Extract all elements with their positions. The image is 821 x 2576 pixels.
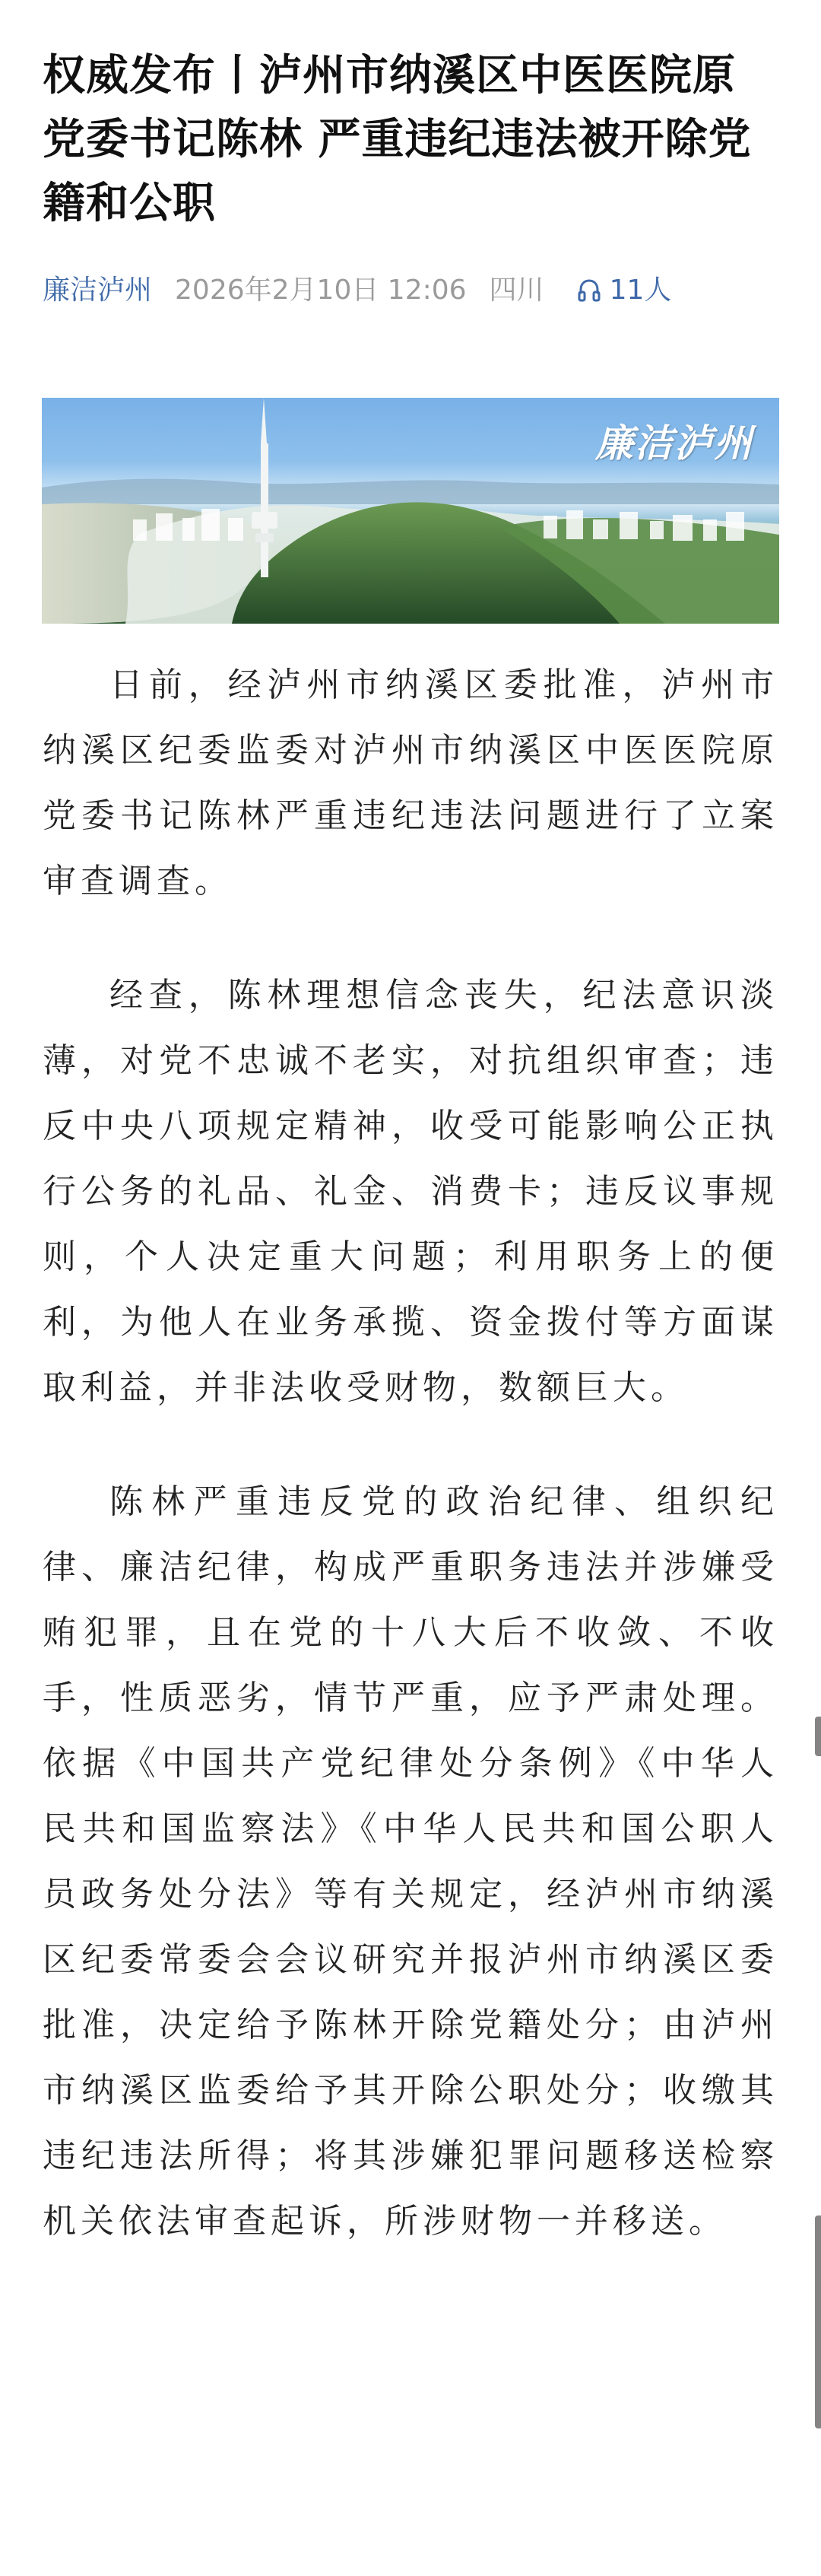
scrollbar-indicator-top[interactable]: [815, 1717, 821, 1756]
article-paragraph-1: 日前，经泸州市纳溪区委批准，泸州市纳溪区纪委监委对泸州市纳溪区中医医院原党委书记陈林严重违纪违法问题进行了立案审查调查。: [43, 665, 778, 900]
publish-time: 2026年2月10日 12:06: [175, 275, 467, 306]
banner-brand-text: 廉洁泸州: [595, 421, 753, 465]
listen-count: 11人: [609, 275, 672, 306]
article-paragraph-2: 经查，陈林理想信念丧失，纪法意识淡薄，对党不忠诚不老实，对抗组织审查；违反中央八项规定精神，收受可能影响公正执行公务的礼品、礼金、消费卡；违反议事规则，个人决定重大问题；利用职务上的便利，为他人在业务承揽、资金拨付等方面谋取利益，并非法收受财物，数额巨大。: [43, 976, 778, 1407]
article-title: 权威发布丨泸州市纳溪区中医医院原党委书记陈林 严重违纪违法被开除党籍和公职: [43, 51, 752, 228]
article-body: [43, 653, 778, 2303]
article-meta: [43, 271, 671, 310]
article-banner-image: [42, 398, 779, 624]
region-label: 四川: [489, 275, 544, 306]
listen-count-button[interactable]: [575, 271, 672, 310]
scrollbar-indicator-bottom[interactable]: [815, 2215, 821, 2428]
source-link[interactable]: 廉洁泸州: [43, 275, 153, 306]
headphone-icon: [575, 276, 604, 305]
article-paragraph-3: 陈林严重违反党的政治纪律、组织纪律、廉洁纪律，构成严重职务违法并涉嫌受贿犯罪，且在党的十八大后不收敛、不收手，性质恶劣，情节严重，应予严肃处理。依据《中国共产党纪律处分条例》《中华人民共和国监察法》《中华人民共和国公职人员政务处分法》等有关规定，经泸州市纳溪区纪委常委会会议研究并报泸州市纳溪区委批准，决定给予陈林开除党籍处分；由泸州市纳溪区监委给予其开除公职处分；收缴其违纪违法所得；将其涉嫌犯罪问题移送检察机关依法审查起诉，所涉财物一并移送。: [43, 1482, 778, 2241]
